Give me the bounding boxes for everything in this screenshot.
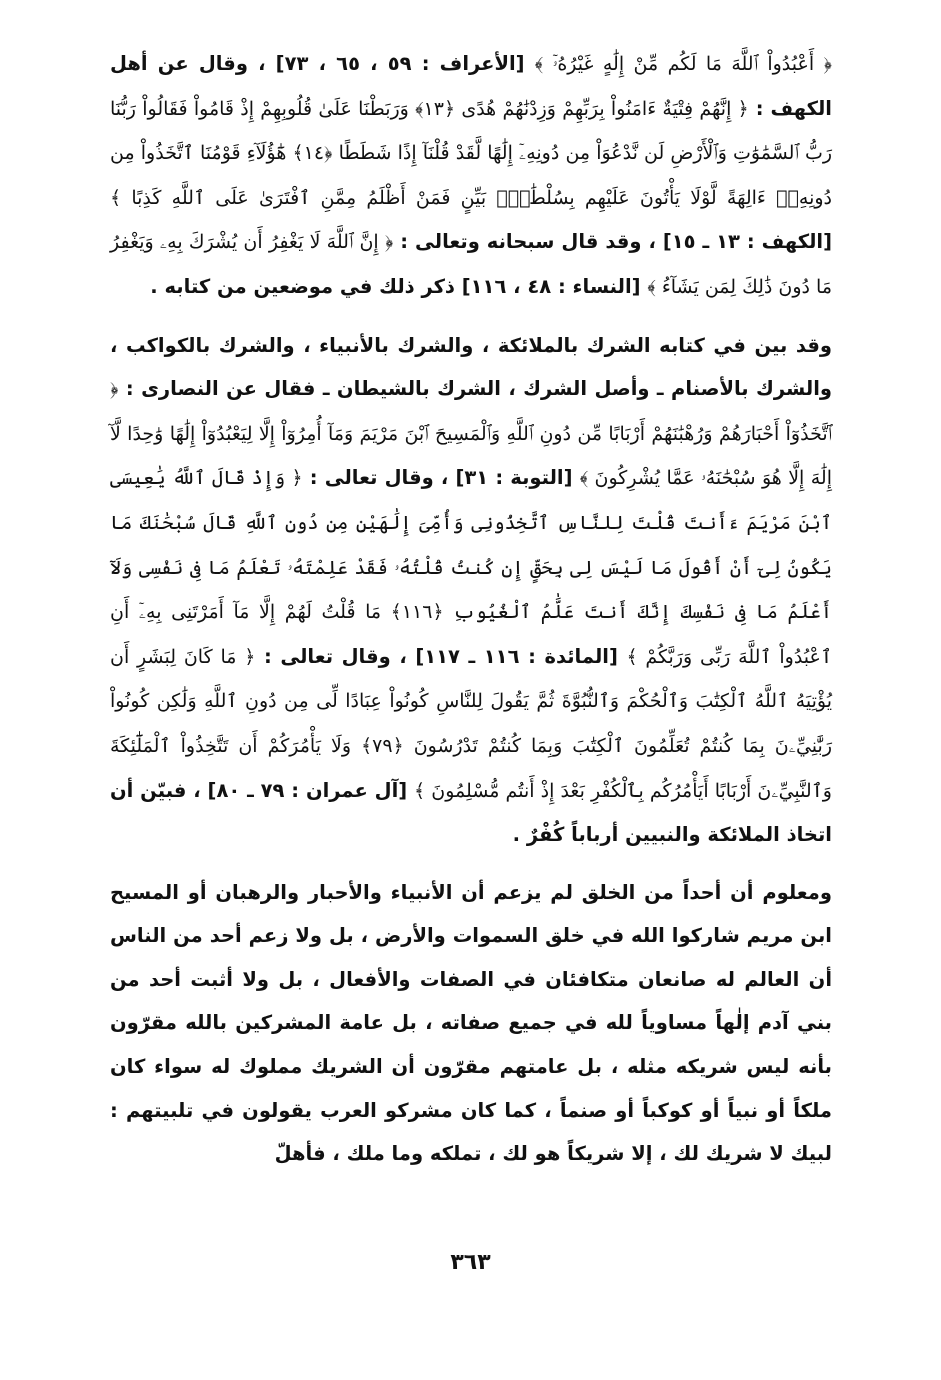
citation-text: [التوبة : ٣١] ، وقال تعالى : bbox=[302, 466, 580, 490]
quran-verse: ﴿ وَإِذْ قَالَ ٱللَّهُ يَٰعِيسَى ٱبْنَ مَرْيَمَ ءَأَنتَ قُلْتَ لِلنَّاسِ ٱتَّخِذُونِى وَأُمِّىَ إِلَٰهَيْنِ مِن دُونِ ٱللَّهِ قَالَ سُبْحَٰنَكَ مَا يَكُونُ لِىٓ أَنْ أَقُولَ مَا لَيْسَ لِى بِحَقٍّ إِن كُنتُ قُلْتُهُۥ فَقَدْ عَلِمْتَهُۥ تَعْلَمُ مَا فِى نَفْسِى وَلَآ أَعْلَمُ مَا فِى نَفْسِكَ إِنَّكَ أَنتَ عَلَّٰمُ ٱلْغُيُوبِ ﴿١١٦﴾ مَا قُلْتُ لَهُمْ إِلَّا مَآ أَمَرْتَنِى بِهِۦٓ أَنِ ٱعْبُدُواْ ٱللَّهَ رَبِّى وَرَبَّكُمْ ﴾ bbox=[110, 467, 833, 668]
quran-verse: ﴿ أَعْبُدُواْ ٱللَّهَ مَا لَكُم مِّنْ إِلَٰهٍ غَيْرُهُۥٓ ﴾ bbox=[534, 53, 832, 75]
quran-verse: ﴿ إِنَّهُمْ فِتْيَةٌ ءَامَنُواْ بِرَبِّهِمْ وَزِدْنَٰهُمْ هُدًى ﴿١٣﴾ وَرَبَطْنَا عَلَىٰ قُلُوبِهِمْ إِذْ قَامُواْ فَقَالُواْ رَبُّنَا رَبُّ ٱلسَّمَٰوَٰتِ وَٱلْأَرْضِ لَن نَّدْعُوَاْ مِن دُونِهِۦٓ إِلَٰهًا لَّقَدْ قُلْنَآ إِذًا شَطَطًا ﴿١٤﴾ هَٰٓؤُلَآءِ قَوْمُنَا ٱتَّخَذُواْ مِن دُونِهِۦٓ ءَالِهَةً لَّوْلَا يَأْتُونَ عَلَيْهِم بِسُلْطَٰنٍۭ بَيِّنٍ فَمَنْ أَظْلَمُ مِمَّنِ ٱفْتَرَىٰ عَلَى ٱللَّهِ كَذِبًا ﴾ bbox=[110, 97, 833, 209]
page-body bbox=[110, 42, 832, 1176]
citation-text: [الأعراف : ٥٩ ، ٦٥ ، ٧٣] ، وقال عن أهل الكهف : bbox=[110, 52, 832, 120]
citation-text: [المائدة : ١١٦ ـ ١١٧] ، وقال تعالى : bbox=[255, 644, 627, 668]
quran-verse: ﴿ إِنَّ ٱللَّهَ لَا يَغْفِرُ أَن يُشْرَكَ بِهِۦ وَيَغْفِرُ مَا دُونَ ذَٰلِكَ لِمَن يَشَآءُ ﴾ bbox=[110, 231, 832, 298]
citation-text: [آل عمران : ٧٩ ـ ٨٠] ، فبيّن أن اتخاذ الملائكة والنبيين أرباباً كُفْرٌ . bbox=[110, 778, 832, 847]
paragraph-2 bbox=[110, 324, 832, 857]
citation-text: [الكهف : ١٣ ـ ١٥] ، وقد قال سبحانه وتعالى : bbox=[393, 230, 833, 254]
quran-verse: ﴿ مَا كَانَ لِبَشَرٍ أَن يُؤْتِيَهُ ٱللَّهُ ٱلْكِتَٰبَ وَٱلْحُكْمَ وَٱلنُّبُوَّةَ ثُمَّ يَقُولَ لِلنَّاسِ كُونُواْ عِبَادًا لِّى مِن دُونِ ٱللَّهِ وَلَٰكِن كُونُواْ رَبَّٰنِيِّۦنَ بِمَا كُنتُمْ تُعَلِّمُونَ ٱلْكِتَٰبَ وَبِمَا كُنتُمْ تَدْرُسُونَ ﴿٧٩﴾ وَلَا يَأْمُرَكُمْ أَن تَتَّخِذُواْ ٱلْمَلَٰٓئِكَةَ وَٱلنَّبِيِّۦنَ أَرْبَابًا أَيَأْمُرُكُم بِٱلْكُفْرِ بَعْدَ إِذْ أَنتُم مُّسْلِمُونَ ﴾ bbox=[110, 645, 832, 802]
page-number: ٣٦٣ bbox=[450, 1250, 491, 1275]
quran-verse: ﴿ ٱتَّخَذُوٓاْ أَحْبَارَهُمْ وَرُهْبَٰنَهُمْ أَرْبَابًا مِّن دُونِ ٱللَّهِ وَٱلْمَسِيحَ ٱبْنَ مَرْيَمَ وَمَآ أُمِرُوٓاْ إِلَّا لِيَعْبُدُوٓاْ إِلَٰهًا وَٰحِدًا لَّآ إِلَٰهَ إِلَّا هُوَ سُبْحَٰنَهُۥ عَمَّا يُشْرِكُونَ ﴾ bbox=[110, 378, 832, 490]
paragraph-1 bbox=[110, 42, 832, 310]
paragraph-3 bbox=[110, 871, 832, 1176]
body-text: وقد بين في كتابه الشرك بالملائكة ، والشرك بالأنبياء ، والشرك بالكواكب ، والشرك بالأصنام ـ وأصل الشرك ، الشرك بالشيطان ـ فقال عن النصارى : bbox=[110, 333, 832, 401]
body-text: ومعلوم أن أحداً من الخلق لم يزعم أن الأنبياء والأحبار والرهبان أو المسيح ابن مريم شاركوا الله في خلق السموات والأرض ، بل ولا زعم أحد من الناس أن العالم له صانعان متكافئان في الصفات والأفعال ، بل ولا أثبت أحد من بني آدم إلٰهاً مساوياً لله في جميع صفاته ، بل عامة المشركين بالله مقرّون بأنه ليس شريكه مثله ، بل عامتهم مقرّون أن الشريك مملوك له سواء كان ملكاً أو نبياً أو كوكباً أو صنماً ، كما كان مشركو العرب يقولون في تلبيتهم : لبيك لا شريك لك ، إلا شريكاً هو لك ، تملكه وما ملك ، فأهلّ bbox=[110, 880, 832, 1166]
citation-text: [النساء : ٤٨ ، ١١٦] ذكر ذلك في موضعين من كتابه . bbox=[150, 274, 648, 298]
